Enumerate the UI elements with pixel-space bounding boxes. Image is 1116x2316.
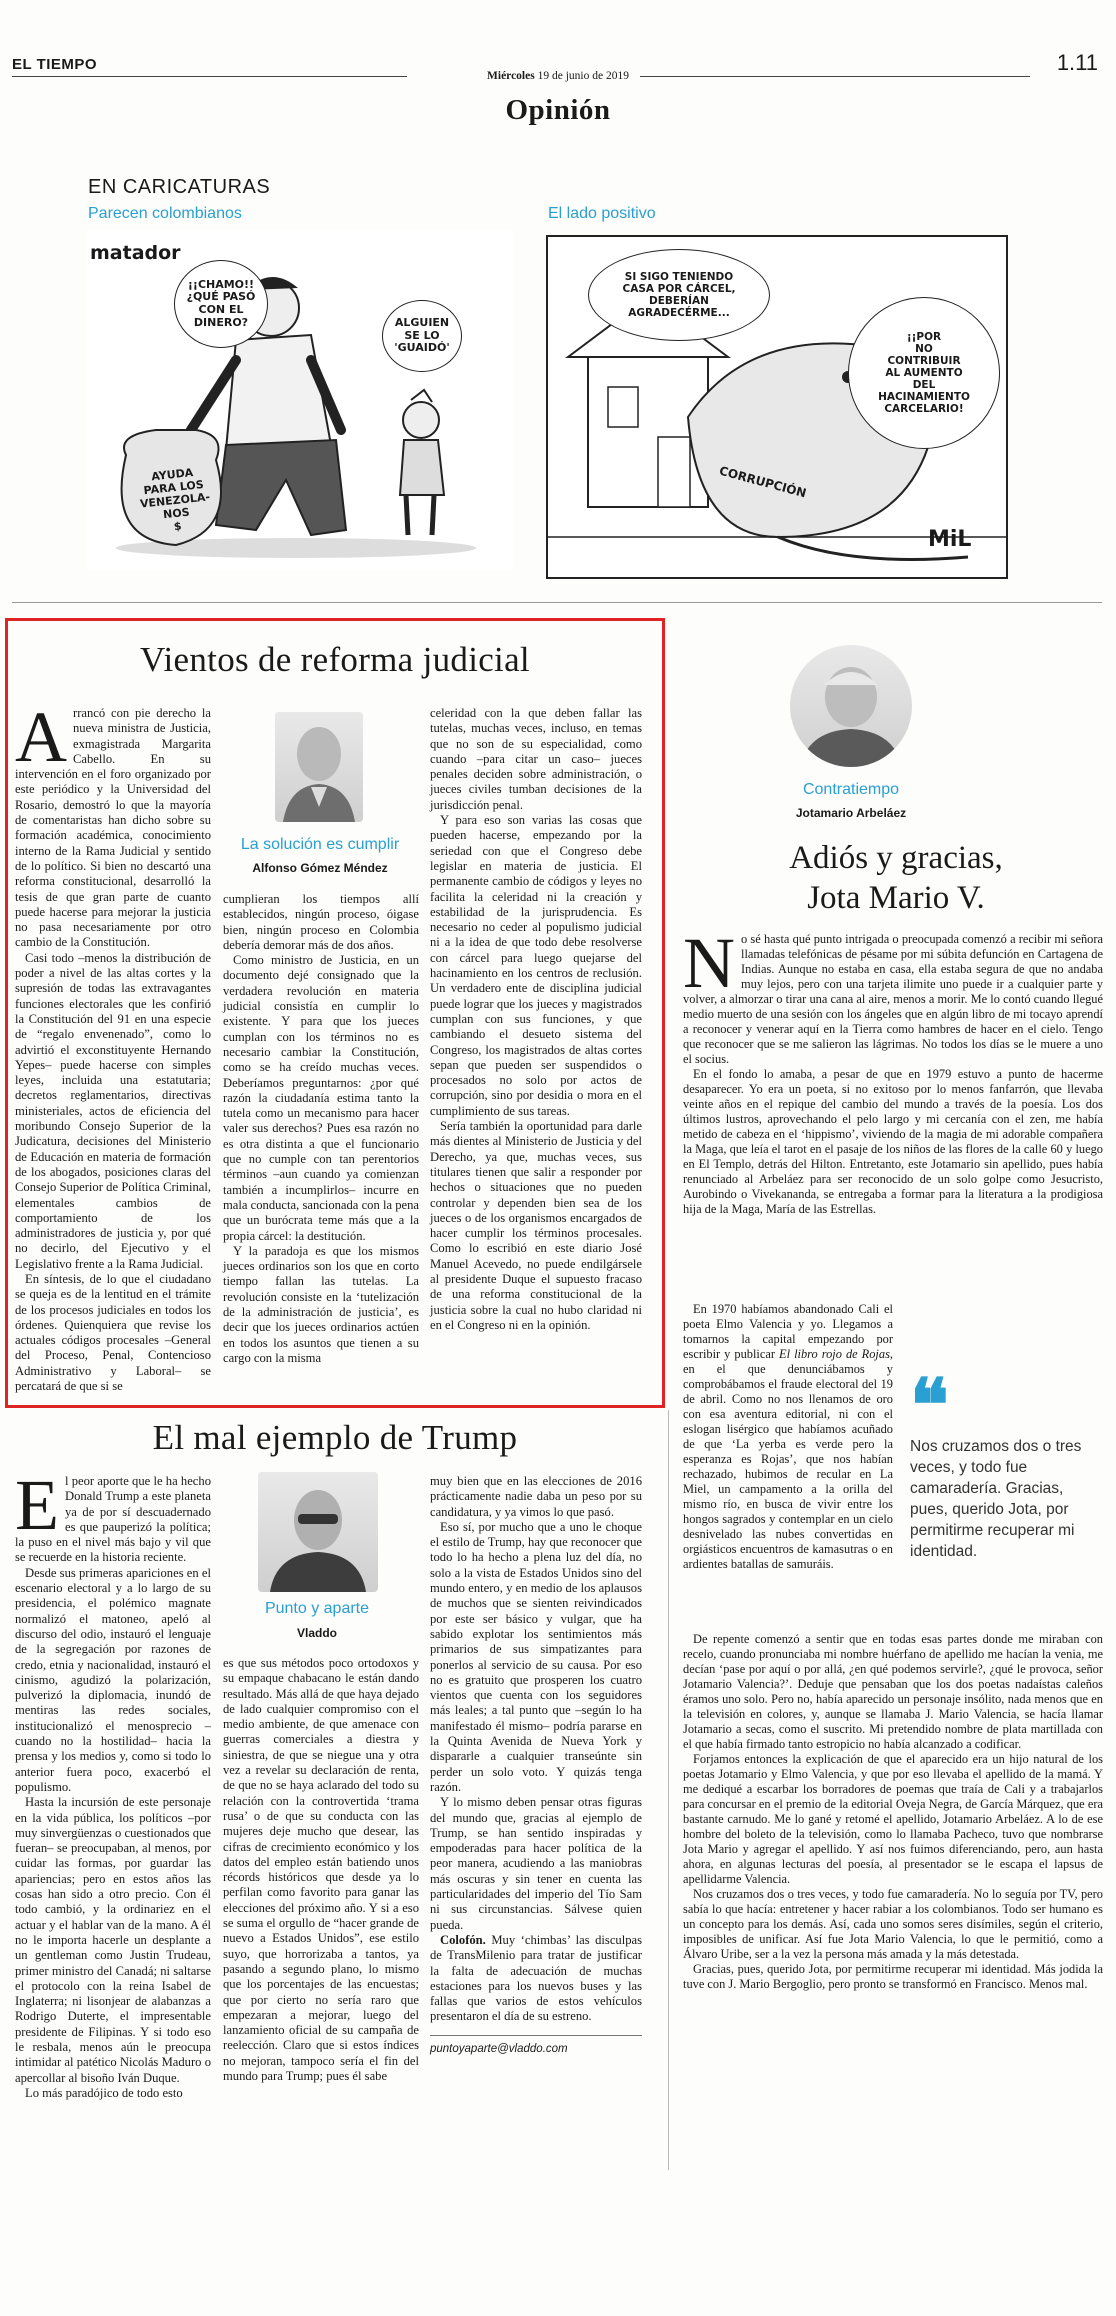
cartoon-right <box>546 235 1008 579</box>
article3-paragraph: o sé hasta qué punto intrigada o preocupada comenzó a recibir mi señora llamadas telefónicas de pésame por mi súbita defunción en Cartagena de Indias. Aunque no estaba en casa, ella estaba segura de que no andaba muy lejos, pero con una tarjeta ilimite uno puede ir a cualquier parte y volver, a almorzar o tirar una cana al aire, menos a morir. Me lo contó cuando llegué medio muerto de una sesión con los ángeles que en algún libro de mi tocayo aprendí a reconocer y venerar aquí en la Tierra como hambres de hacer en el cielo. Tengo que reconocer que se me salieron las lágrimas. No todos los días se le muere a uno el socius. <box>683 932 1103 1066</box>
edition-date: Miércoles 19 de junio de 2019 <box>487 70 629 82</box>
article2-paragraph: Eso sí, por mucho que a uno le choque el estilo de Trump, hay que reconocer que todo lo ha hecho a plena luz del día, no solo a la vista de Estados Unidos sino del mundo entero, y en medio de los aplausos de muchos que se sienten reivindicados por este ser básico y vulgar, que ha sabido explotar los sentimientos más primarios de sus simpatizantes para ponerlos al servicio de su causa. Por eso no es gratuito que prosperen los cuatro vientos que cuenta con los seguidores más leales; a tal punto que –según lo ha manifestado él mismo– podría pararse en la Quinta Avenida de Nueva York y dispararle a cualquier transeúnte sin perder un solo voto. Y quizás tenga razón. <box>430 1519 642 1794</box>
article3-title <box>676 838 1116 918</box>
article1-paragraph: celeridad con la que deben fallar las tutelas, muchas veces, incluso, en temas que no son de su especialidad, como cuando –para citar un caso– jueces penales deciden sobre administración, o jueces civiles tumban decisiones de la jurisdicción penal. <box>430 706 642 812</box>
article2-dropcap: E <box>15 1465 59 1545</box>
article1-paragraph: Y la paradoja es que los mismos jueces ordinarios son los que en corto tiempo fallan las tutelas. La revolución consiste en la ‘tutelización de la administración de justicia’, es decir que los jueces ordinarios actúen en todos los asuntos que tienen a su cargo con la misma <box>223 1243 419 1365</box>
cartoon-right-bubble-2: ¡¡POR NO CONTRIBUIR AL AUMENTO DEL HACINAMIENTO CARCELARIO! <box>848 297 1000 449</box>
article2-paragraph: Y lo mismo deben pensar otras figuras del mundo que, gracias al ejemplo de Trump, se han sentido inspiradas y empoderadas para hacer política de la peor manera, acudiendo a las maniobras más oscuras y sin tener en cuenta las particularidades del imperio del Tío Sam ni sus circunstancias. Sálvese quien pueda. <box>430 1795 642 1932</box>
article2-paragraph: Desde sus primeras apariciones en el escenario electoral y a lo largo de su presidencia, el polémico magnate normalizó el matoneo, apeló al discurso del odio, instauró el lenguaje de la segregación por razones de credo, etnia y nacionalidad, instauró el cinismo, agudizó la polarización, pulverizó la diplomacia, inundó de mentiras las redes sociales, institucionalizó el menosprecio –cuando no la hostilidad– hacia la prensa y los medios y, como si todo lo anterior fuera poco, exacerbó el populismo. <box>15 1565 211 1794</box>
page-number: 1.11 <box>1056 50 1098 75</box>
article3-paragraph: De repente comenzó a sentir que en todas esas partes donde me miraban con recelo, cuando pronunciaba mi nombre huérfano de apellido me hacían la venia, me decían ‘pase por aquí o por allá, ¿en qué podemos servirle?, ¿qué le provoca, señor Jotamario Valencia?’. Deduje que pensaban que los dos poetas nadaístas caleños éramos uno solo. Pero no, había aparecido un personaje insólito, nada menos que en la televisión en colores, y, aunque se llamaba J. Mario Valencia, se hacía llamar Jotamario a secas, como el suscrito. Mi pretendido nombre de plata martillada con el que había firmado tanto estropicio no había alcanzado a codificar. <box>683 1632 1103 1751</box>
header-rule-right <box>640 76 1030 77</box>
article1-paragraph: Sería también la oportunidad para darle más dientes al Ministerio de Justicia y del Derecho, ya que, muchas veces, sus titulares tienen que salir a responder por hechos o situaciones que no pueden controlar y dependen bien sea de los jueces o de los organismos encargados de hacer cumplir los términos procesales. Como lo escribió en este diario José Manuel Acevedo, no puede endilgársele al presidente Duque el supuesto fracaso de una reforma constitucional de la justicia sobre la cual no hubo claridad ni en el Congreso ni en la opinión. <box>430 1119 642 1332</box>
article2-paragraph: es que sus métodos poco ortodoxos y su empaque chabacano le están dando resultado. Más allá de que haya dejado de lado cualquier compromiso con el medio ambiente, de que amenace con guerras comerciales a diestra y siniestra, de que se niegue una y otra vez a revelar su declaración de renta, de que no se haya aclarado del todo su relación con la controvertida ‘trama rusa’ o de que su conducta con las mujeres deje mucho que desear, las cifras de crecimiento económico y los datos del empleo están batiendo unos récords históricos que desde ya lo perfilan como favorito para ganar las elecciones del próximo año. Y si a eso se suma el orgullo de “hacer grande de nuevo a Estados Unidos”, ese estilo suyo, que horrorizaba a tantos, ya pasando a segundo plano, lo mismo que los porcentajes de las encuestas; que por cierto no sería raro que empezaran a mejorar, luego del lanzamiento oficial de su campaña de reelección. Claro que si estos índices no mejoran, tampoco sería el fin del mundo para Trump; pues él sabe <box>223 1656 419 2084</box>
portrait-icon <box>275 712 363 822</box>
article3-paragraph: Forjamos entonces la explicación de que el aparecido era un hijo natural de los poetas Jotamario y Elmo Valencia, y que por eso llevaba el apellido de la mamá. Y me dediqué a escarbar los borradores de poemas que traía de Cali y a trabajarlos para concursar en el premio de la editorial Oveja Negra, de García Márquez, que era bastante carnudo. Me lo gané y retomé el apellido, Jotamario Arbeláez. A lo de ese hombre del boleto de la televisión, como lo llamaba Pacheco, tuvo que nombrarse Jota Mario y agregar el apellido. Y así nos fuimos diferenciando, pero, aun hasta ahora, en algunas lecturas del poesía, al presentador se le escapa el lapsus de apellidarme Valencia. <box>683 1752 1103 1886</box>
article3-paragraph: Gracias, pues, querido Jota, por permitirme recuperar mi identidad. Más jodida la tuve con J. Mario Bergoglio, pero pronto se transformó en Francisco. Menos mal. <box>683 1962 1103 1991</box>
article3-author: Jotamario Arbeláez <box>795 806 907 820</box>
article3-body-narrow <box>683 1302 893 1572</box>
article3-paragraph: Nos cruzamos dos o tres veces, y todo fue camaradería. No lo seguía por TV, pero sabía lo que hacía: entretener y hacer rabiar a los colombianos. Todo ser humano es un concepto para los demás. Así, cada uno somos seres disímiles, según el criterio, imposibles de unificar. Así fue Jota Mario Valencia, lo que le permitió, como a Álvaro Uribe, ser a la vez la persona más amada y la más detestada. <box>683 1887 1103 1961</box>
cartoon-left-subtitle: Parecen colombianos <box>88 205 242 222</box>
article1-dropcap: A <box>15 697 67 777</box>
article1-paragraph: Casi todo –menos la distribución de poder a nivel de las altas cortes y la supresión de todas las extravagantes funciones electorales que les confirió la Constitución del 91 en una especie de “regalo envenenado”, como lo advirtió el exconstituyente Hernando Yepes– puede hacerse con simples leyes, incluida una estatutaria; decretos reglamentarios, directivas ministeriales, actos de eficiencia del moribundo Consejo Superior de la Judicatura, decisiones del Ministerio de Educación en materia de formación de los abogados, posiciones claras del Consejo Superior de Política Criminal, elementales cambios de comportamiento de los administradores de justicia y, por qué no decirlo, del Ejecutivo y el Legislativo frente a la Rama Judicial. <box>15 950 211 1271</box>
book-title: El libro rojo de Rojas <box>779 1347 890 1361</box>
colofon-label: Colofón. <box>440 1932 486 1947</box>
cartoon-left <box>86 230 514 570</box>
article2-paragraph: l peor aporte que le ha hecho Donald Trump a este planeta ya de por sí descuadernado es que pauperizó la política; la puso en el nivel más bajo y vil que se recuerde en la historia reciente. <box>15 1474 211 1565</box>
article2-author: Vladdo <box>296 1626 337 1640</box>
article3-author-photo <box>790 645 912 767</box>
article1-paragraph: Y para eso son varias las cosas que pueden hacerse, empezando por la seriedad con que el Congreso debe legislar en materia de justicia. El permanente cambio de códigos y leyes no facilita la celeridad ni la creación y estabilidad de la jurisprudencia. Es necesario no ceder al populismo judicial ni a la idea de que todo debe resolverse con cárcel para luego quejarse del hacinamiento en los centros de reclusión. Un verdadero ente de disciplina judicial puede lograr que los jueces y magistrados cumplan con sus funciones, y que cambiando el desueto sistema del Congreso, los magistrados de altas cortes sepan que pueden ser suspendidos o procesados no solo por actos de corrupción, sino por desidia o mora en el cumplimiento de sus tareas. <box>430 813 642 1118</box>
article3-title-line: Jota Mario V. <box>807 880 985 916</box>
section-title: Opinión <box>505 94 611 126</box>
pull-quote-text: Nos cruzamos dos o tres veces, y todo fue camaradería. Gracias, pues, querido Jota, por permitirme recuperar mi identidad. <box>910 1438 1082 1560</box>
article1-column-3 <box>430 706 642 1333</box>
quote-icon: ❝ <box>910 1366 949 1446</box>
article1-column-1 <box>15 697 211 1394</box>
article2-column-2 <box>223 1656 419 2084</box>
cartoon-rat-label: CORRUPCIÓN <box>717 463 808 501</box>
article2-column-1 <box>15 1465 211 2101</box>
article3-body-bottom <box>683 1632 1103 1992</box>
article1-title: Vientos de reforma judicial <box>140 640 530 679</box>
article2-paragraph: Muy ‘chimbas’ las disculpas de TransMilenio para tratar de justificar la falta de adecuación de muchas estaciones para los nuevos buses y las fallas que varios de estos vehículos presentaron el día de su estreno. <box>430 1932 642 2024</box>
cartoons-heading: EN CARICATURAS <box>88 176 271 198</box>
article1-column-2 <box>223 892 419 1366</box>
article1-author: Alfonso Gómez Méndez <box>252 861 388 875</box>
article2-title: El mal ejemplo de Trump <box>152 1418 518 1457</box>
cartoon-artist-logo: matador <box>90 242 181 264</box>
cartoon-right-subtitle: El lado positivo <box>548 205 656 222</box>
article2-paragraph: Lo más paradójico de todo esto <box>25 2085 183 2100</box>
cartoon-left-bubble-1: ¡¡CHAMO!! ¿QUÉ PASÓ CON EL DINERO? <box>174 260 268 348</box>
article3-dropcap: N <box>683 923 735 1003</box>
section-divider <box>12 602 1102 603</box>
article1-author-photo <box>275 712 363 822</box>
article3-paragraph: , en el que denunciábamos y comprobábamos el fraude electoral del 19 de abril. Como no nos llenamos de oro con esa aventura editorial, ni con el eslogan lisérgico que habíamos acuñado de que ‘La yerba es verde pero la esperanza es Rojas’, que nos habían rechazado, hubimos de recular en La Miel, un campamento a la orilla del mismo río, en busca de vivir entre los hongos sagrados y contemplar en un cielo desnivelado las nubes convertidas en orgiásticos encuentros de kamasutras o en ardientes batallas de samuráis. <box>683 1347 893 1571</box>
column-divider <box>668 1410 669 2170</box>
pull-quote <box>910 1366 1100 1562</box>
article1-column-name: La solución es cumplir <box>240 836 400 853</box>
article3-paragraph: En el fondo lo amaba, a pesar de que en 1979 estuvo a punto de hacerme desaparecer. Yo era un poeta, si no exitoso por lo menos fanfarrón, que llevaba veinte años en el repique del cambio del mundo a través de la poesía. Los dos últimos lustros, aprovechando el pelo largo y mi cercanía con el zen, me había metido de cabeza en el ‘hippismo’, viviendo de la magia de mi adorable compañera la Maga, que leía el tarot en el pasaje de los niños de las flores de la calle 60 y luego en El Templo, detrás del Hilton. Entretanto, este Jotamario sin apellido, pues había renunciado al Arbeláez para ser reconocido de un solo golpe como Jesucristo, Aurobindo o Vivekananda, se entregaba a formar para la literatura a la prodigiosa hija de la Maga, María de las Estrellas. <box>683 1067 1103 1216</box>
cartoon-left-bubble-2: ALGUIEN SE LO 'GUAIDÓ' <box>382 300 462 372</box>
article2-column-name: Punto y aparte <box>264 1600 370 1617</box>
cartoon-right-bubble-1: SI SIGO TENIENDO CASA POR CÁRCEL, DEBERÍAN AGRADECÉRME... <box>588 249 770 341</box>
article1-paragraph: En síntesis, de lo que el ciudadano se queja es de la lentitud en el trámite de los procesos judiciales en todos los órdenes. Quienquiera que revise los actuales códigos procesales –General del Proceso, Penal, Contencioso Administrativo y Laboral– se percatará de que si se <box>15 1271 211 1394</box>
article2-footer-rule <box>430 2035 642 2036</box>
article2-paragraph: Hasta la incursión de este personaje en la vida pública, los políticos –por muy sinvergüenzas o cuestionados que fueran– se preocupaban, al menos, por cuidar las formas, por guardar las apariencias; pero en estos años las cosas han sido a otro precio. Con él todo cambió, y la ordinariez en el actuar y el hablar van de la mano. A él no le importa hacerle un desplante a un gentleman como Justin Trudeau, primer ministro del Canadá; ni saltarse el protocolo con la reina Isabel de Inglaterra; ni lisonjear de alabanzas a Rodrigo Duterte, el impresentable presidente de Filipinas. Y si todo eso le resbala, menos aún le preocupa intimidar al patético Nicolás Maduro o apercollar al bisoño Iván Duque. <box>15 1795 211 2085</box>
article3-paragraph: En 1970 habíamos abandonado Cali el poeta Elmo Valencia y yo. Llegamos a tomarnos la capital empezando por escribir y publicar <box>683 1302 893 1361</box>
article3-body-top <box>683 923 1103 1217</box>
article3-column-name: Contratiempo <box>802 781 900 798</box>
portrait-icon <box>790 645 912 767</box>
article1-paragraph: cumplieran los tiempos allí establecidos, ningún proceso, óigase bien, ningún proceso en Colombia debería demorar más de dos años. <box>223 892 419 952</box>
cartoon-signature: MiL <box>928 527 972 552</box>
article1-paragraph: rrancó con pie derecho la nueva ministra de Justicia, exmagistrada Margarita Cabello. En su intervención en el foro organizado por este periódico y la Universidad del Rosario, demostró lo que la mayoría de comentaristas han dicho sobre su formación académica, conocimiento interno de la Rama Judicial y sentido de lo político. Si bien no descartó una reforma constitucional, desarrolló la tesis de que gran parte de cuanto puede hacerse para mejorar la justicia no pasa necesariamente por otro cambio de la Constitución. <box>15 706 211 950</box>
article3-title-line: Adiós y gracias, <box>789 840 1003 876</box>
article2-paragraph: muy bien que en las elecciones de 2016 prácticamente nadie daba un peso por su candidatura, y ya vimos lo que pasó. <box>430 1474 642 1519</box>
cartoon-sack-label: AYUDA PARA LOS VENEZOLA- NOS $ <box>139 465 211 534</box>
article1-paragraph: Como ministro de Justicia, en un documento dejé consignado que la verdadera revolución en materia judicial consistía en cumplir lo existente. Y para que los jueces cumplan con los términos no es necesario cambiar la Constitución, como se ha creído muchas veces. Deberíamos preguntarnos: ¿por qué razón la ciudadanía estima tanto la tutela como un mecanismo para hacer valer sus derechos? Pues esa razón no es otra distinta a que el funcionario que no cumple con tan perentorios términos –aun cuando ya comienzan también a incumplirlos– incurre en mala conducta, sancionada con la pena que un burócrata teme más que a la propia cárcel: la destitución. <box>223 953 419 1243</box>
newspaper-brand: EL TIEMPO <box>12 56 98 73</box>
portrait-icon <box>258 1472 378 1592</box>
article2-column-3 <box>430 1474 642 2057</box>
author-email-link[interactable]: puntoyaparte@vladdo.com <box>430 2042 568 2055</box>
article2-author-photo <box>258 1472 378 1592</box>
